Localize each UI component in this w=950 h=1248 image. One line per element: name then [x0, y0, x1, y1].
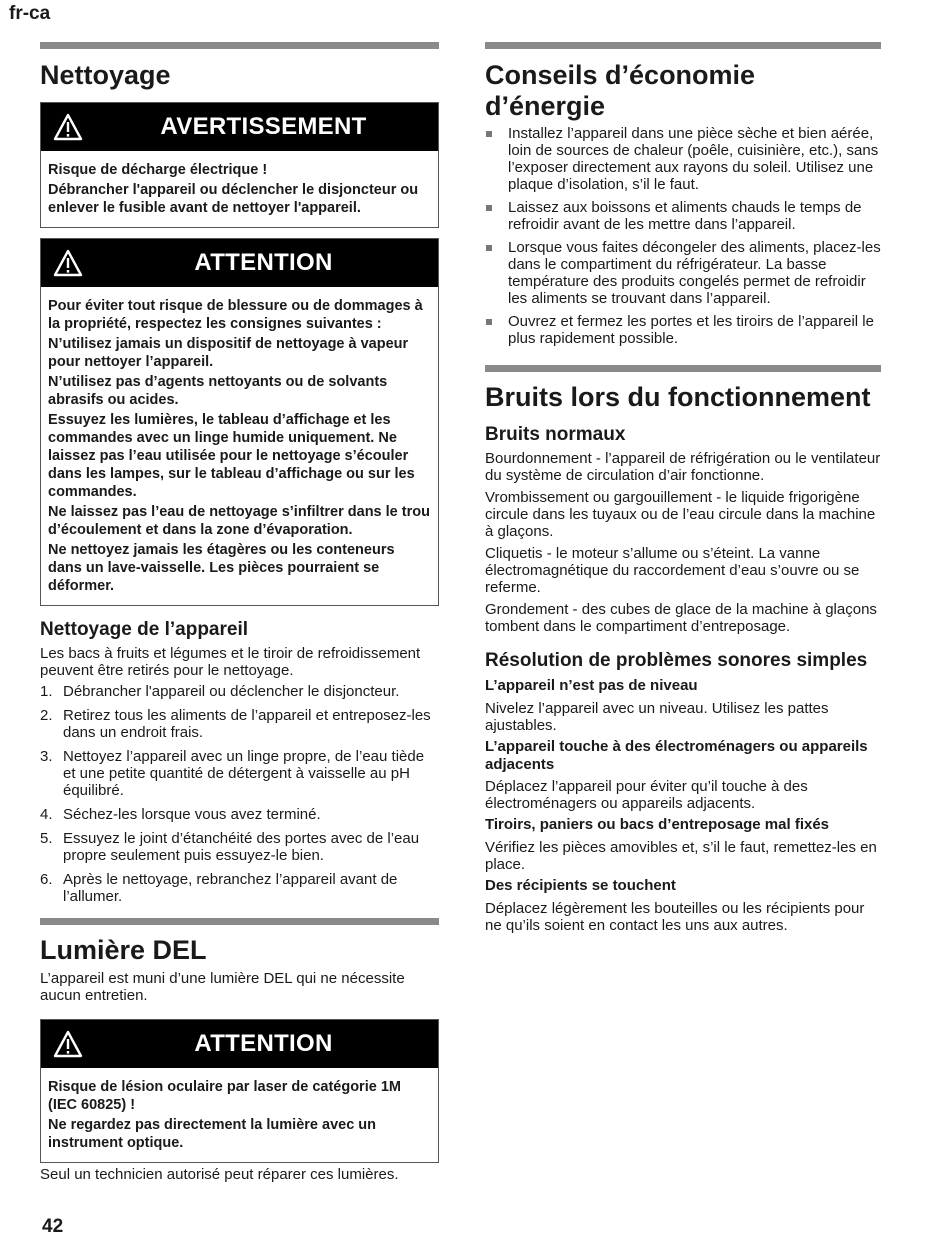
warning-triangle-icon	[53, 249, 83, 277]
list-item	[40, 707, 439, 741]
noise-item	[485, 601, 881, 635]
list-item	[40, 830, 439, 864]
problem-text: Nivelez l’appareil avec un niveau. Utilisez les pattes ajustables.	[485, 699, 829, 734]
warning-line: Débrancher l'appareil ou déclencher le disjoncteur ou enlever le fusible avant de nettoyer l'appareil.	[48, 182, 419, 217]
problem-heading: L’appareil touche à des électroménagers ou appareils adjacents	[485, 737, 868, 773]
subsection-title-appareil: Nettoyage de l’appareil	[40, 619, 249, 641]
section-rule	[40, 42, 439, 49]
step-text: Après le nettoyage, rebranchez l’appareil avant de l’allumer.	[63, 870, 398, 905]
noise-item	[485, 450, 881, 484]
list-item	[40, 683, 439, 700]
caution-line: Ne laissez pas l’eau de nettoyage s’infiltrer dans le trou d’écoulement et dans la zone d’évaporation.	[48, 504, 430, 539]
noise-description: - le moteur s’allume ou s’éteint. La vanne électromagnétique du raccordement d’eau s’ouvre ou se referme.	[485, 544, 860, 596]
list-item: Installez l’appareil dans une pièce sèche et bien aérée, loin de sources de chaleur (poêle, cuisinière, etc.), sans l’exposer directement aux rayons du soleil. Utilisez une plaque d’isolation, s’il le faut.	[485, 125, 881, 193]
section-rule	[485, 365, 881, 372]
caution-line: N’utilisez pas d’agents nettoyants ou de solvants abrasifs ou acides.	[48, 374, 388, 409]
step-number: 5.	[40, 829, 53, 847]
problem-text: Déplacez l’appareil pour éviter qu’il touche à des électroménagers ou appareils adjacents.	[485, 777, 808, 812]
cleaning-steps	[40, 683, 439, 905]
list-item: Ouvrez et fermez les portes et les tiroirs de l’appareil le plus rapidement possible.	[485, 313, 881, 347]
step-number: 4.	[40, 805, 53, 823]
noise-item	[485, 489, 881, 540]
left-column	[40, 42, 439, 1183]
list-item	[40, 748, 439, 799]
lumiere-intro: L’appareil est muni d’une lumière DEL qui ne nécessite aucun entretien.	[40, 969, 405, 1004]
step-number: 6.	[40, 870, 53, 888]
caution-line: Pour éviter tout risque de blessure ou de dommages à la propriété, respectez les consignes suivantes :	[48, 298, 423, 333]
step-text: Débrancher l'appareil ou déclencher le disjoncteur.	[63, 682, 400, 700]
noise-description: - le liquide frigorigène circule dans les tuyaux ou de l’eau circule dans la machine à glaçons.	[485, 488, 876, 540]
list-item	[40, 806, 439, 823]
subsection-title-resolution: Résolution de problèmes sonores simples	[485, 649, 868, 671]
caution-header	[41, 239, 438, 287]
caution-label: ATTENTION	[194, 1029, 333, 1057]
problem-heading: L’appareil n’est pas de niveau	[485, 676, 698, 694]
step-text: Retirez tous les aliments de l’appareil et entreposez-les dans un endroit frais.	[63, 706, 431, 741]
noise-term: Cliquetis	[485, 544, 543, 562]
warning-triangle-icon	[53, 113, 83, 141]
lumiere-outro: Seul un technicien autorisé peut réparer ces lumières.	[40, 1165, 399, 1183]
noise-term: Bourdonnement	[485, 449, 592, 467]
caution-body	[41, 1068, 438, 1162]
caution-line: Risque de lésion oculaire par laser de catégorie 1M (IEC 60825) !	[48, 1078, 401, 1113]
noise-term: Grondement	[485, 600, 569, 618]
list-item: Lorsque vous faites décongeler des aliments, placez-les dans le compartiment du réfrigérateur. La basse température des produits congelés permet de refroidir les aliments se trouvant dans l’appareil.	[485, 239, 881, 307]
warning-body	[41, 151, 438, 227]
caution-header	[41, 1020, 438, 1068]
warning-line: Risque de décharge électrique !	[48, 162, 268, 179]
caution-line: N’utilisez jamais un dispositif de nettoyage à vapeur pour nettoyer l’appareil.	[48, 336, 409, 371]
section-title-conseils: Conseils d’économie d’énergie	[485, 60, 756, 122]
list-item: Laissez aux boissons et aliments chauds le temps de refroidir avant de les mettre dans l’appareil.	[485, 199, 881, 233]
noise-description: - des cubes de glace de la machine à glaçons tombent dans le compartiment d’entreposage.	[485, 600, 877, 635]
caution-label: ATTENTION	[194, 249, 333, 277]
step-number: 1.	[40, 682, 53, 700]
caution-box	[40, 238, 439, 606]
step-number: 2.	[40, 706, 53, 724]
caution-line: Essuyez les lumières, le tableau d’affichage et les commandes avec un linge humide uniquement. Ne laissez pas l’eau utilisée pour le nettoyage s’écouler dans les lampes, sur le tableau d’affichage ou sur les commandes.	[48, 412, 415, 501]
problem-heading: Des récipients se touchent	[485, 876, 676, 894]
appareil-intro: Les bacs à fruits et légumes et le tiroir de refroidissement peuvent être retirés pour le nettoyage.	[40, 644, 421, 679]
energy-tips-list	[485, 125, 881, 347]
step-text: Séchez-les lorsque vous avez terminé.	[63, 805, 321, 823]
section-rule	[40, 918, 439, 925]
problem-text: Déplacez légèrement les bouteilles ou les récipients pour ne qu’ils soient en contact les uns aux autres.	[485, 899, 865, 934]
problem-heading: Tiroirs, paniers ou bacs d’entreposage mal fixés	[485, 815, 830, 833]
noise-connector: ou	[588, 488, 614, 506]
problem-text: Vérifiez les pièces amovibles et, s’il le faut, remettez-les en place.	[485, 838, 877, 873]
step-text: Nettoyez l’appareil avec un linge propre, de l’eau tiède et une petite quantité de détergent à vaisselle au pH équilibré.	[63, 747, 425, 799]
step-number: 3.	[40, 747, 53, 765]
noise-item	[485, 545, 881, 596]
right-column	[485, 42, 881, 934]
noise-term: gargouillement	[613, 488, 713, 506]
noise-term: Vrombissement	[485, 488, 589, 506]
caution-box	[40, 1019, 439, 1163]
page-number: 42	[42, 1216, 64, 1237]
section-title-lumiere: Lumière DEL	[40, 934, 207, 965]
noise-description: - l’appareil de réfrigération ou le ventilateur du système de circulation d’air fonctionne.	[485, 449, 881, 484]
section-rule	[485, 42, 881, 49]
warning-box	[40, 102, 439, 228]
section-title-bruits: Bruits lors du fonctionnement	[485, 382, 871, 413]
step-text: Essuyez le joint d’étanchéité des portes avec de l’eau propre seulement puis essuyez-le bien.	[63, 829, 420, 864]
warning-header	[41, 103, 438, 151]
warning-triangle-icon	[53, 1030, 83, 1058]
caution-body	[41, 287, 438, 605]
language-code: fr-ca	[9, 3, 51, 24]
warning-label: AVERTISSEMENT	[160, 113, 367, 141]
subsection-title-normaux: Bruits normaux	[485, 424, 626, 446]
section-title-nettoyage: Nettoyage	[40, 60, 171, 90]
caution-line: Ne regardez pas directement la lumière avec un instrument optique.	[48, 1116, 376, 1151]
caution-line: Ne nettoyez jamais les étagères ou les conteneurs dans un lave-vaisselle. Les pièces pourraient se déformer.	[48, 542, 395, 595]
list-item	[40, 871, 439, 905]
